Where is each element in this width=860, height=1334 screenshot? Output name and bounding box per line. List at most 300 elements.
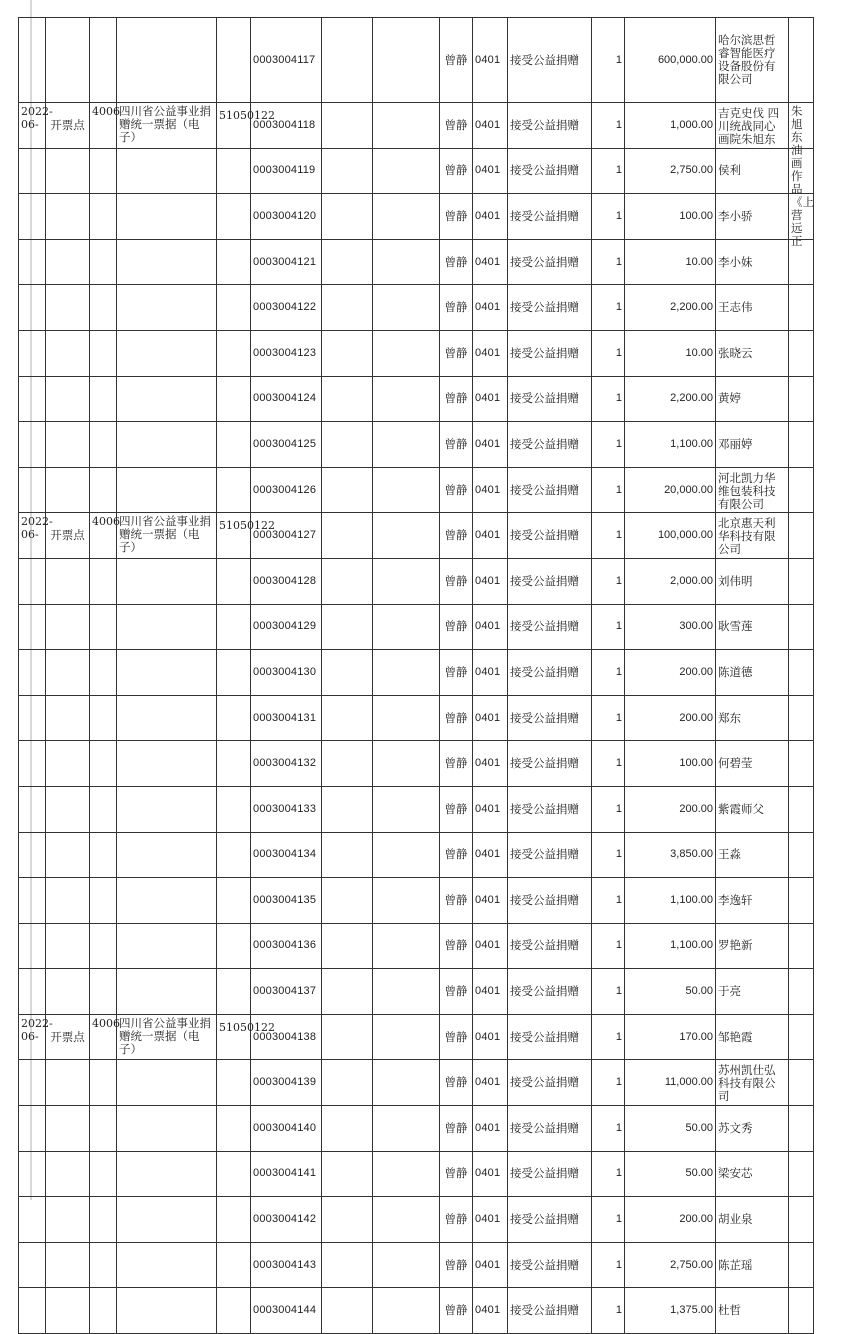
subject-code-cell — [473, 1242, 508, 1288]
quantity-cell-text: 1 — [615, 985, 622, 998]
receipt-number-cell — [251, 1288, 322, 1334]
donor-cell — [716, 923, 789, 969]
type-cell — [46, 558, 90, 604]
date-cell — [19, 18, 46, 103]
bill-name-cell — [117, 604, 217, 650]
blank-cell — [373, 604, 440, 650]
receipt-number-cell — [251, 148, 322, 194]
blank-cell — [322, 558, 373, 604]
region-code-cell — [217, 467, 251, 513]
donor-cell — [716, 1197, 789, 1243]
handler-cell — [440, 1242, 473, 1288]
region-code-cell — [217, 1151, 251, 1197]
subject-cell-text: 接受公益捐赠 — [510, 619, 579, 634]
receipt-number-cell — [251, 878, 322, 924]
handler-cell — [440, 1288, 473, 1334]
region-code-cell — [217, 18, 251, 103]
subject-code-cell — [473, 741, 508, 787]
table-row — [19, 194, 814, 240]
note-cell — [789, 1242, 814, 1288]
donor-cell — [716, 103, 789, 149]
bill-name-cell — [117, 1060, 217, 1106]
amount-cell — [625, 285, 716, 331]
region-code-cell — [217, 1106, 251, 1152]
amount-cell-text: 50.00 — [685, 1167, 713, 1180]
type-cell — [46, 786, 90, 832]
amount-cell — [625, 786, 716, 832]
type-cell — [46, 18, 90, 103]
note-cell — [789, 18, 814, 103]
receipt-number-cell — [251, 1106, 322, 1152]
receipt-number-cell-text: 0003004142 — [253, 1213, 317, 1226]
receipt-number-cell — [251, 650, 322, 696]
table-row — [19, 1106, 814, 1152]
code-cell — [90, 1288, 117, 1334]
bill-name-cell — [117, 18, 217, 103]
date-cell — [19, 422, 46, 468]
subject-code-cell-text: 0401 — [475, 301, 501, 314]
ledger-body — [19, 18, 814, 1334]
subject-code-cell-text: 0401 — [475, 118, 501, 131]
subject-cell-text: 接受公益捐赠 — [510, 345, 579, 360]
date-cell — [19, 741, 46, 787]
handler-cell-text: 曾静 — [444, 528, 468, 543]
note-cell — [789, 1014, 814, 1060]
subject-code-cell — [473, 1288, 508, 1334]
note-cell — [789, 330, 814, 376]
bill-name-cell — [117, 422, 217, 468]
handler-cell — [440, 1197, 473, 1243]
blank-cell — [373, 330, 440, 376]
region-code-cell — [217, 194, 251, 240]
subject-code-cell-text: 0401 — [475, 1076, 501, 1089]
table-row — [19, 969, 814, 1015]
amount-cell — [625, 1151, 716, 1197]
donor-cell — [716, 969, 789, 1015]
amount-cell-text: 50.00 — [685, 1121, 713, 1134]
quantity-cell-text: 1 — [615, 802, 622, 815]
receipt-number-cell-text: 0003004117 — [253, 53, 316, 66]
donor-cell-text: 于亮 — [718, 984, 741, 999]
blank-cell — [322, 513, 373, 559]
subject-code-cell — [473, 18, 508, 103]
code-cell — [90, 923, 117, 969]
blank-cell — [322, 239, 373, 285]
date-cell — [19, 878, 46, 924]
handler-cell-text: 曾静 — [444, 892, 468, 907]
bill-name-cell — [117, 1014, 217, 1060]
blank-cell — [373, 1106, 440, 1152]
receipt-number-cell-text: 0003004126 — [253, 483, 317, 496]
subject-code-cell — [473, 1106, 508, 1152]
note-cell-text: 朱旭东油画作品《上营远正 — [791, 104, 814, 248]
blank-cell — [322, 194, 373, 240]
handler-cell-text: 曾静 — [444, 345, 468, 360]
region-code-cell — [217, 1197, 251, 1243]
code-cell — [90, 239, 117, 285]
donor-cell-text: 吉克史伐 四川统战同心画院朱旭东 — [718, 105, 780, 146]
date-cell — [19, 832, 46, 878]
type-cell — [46, 1106, 90, 1152]
subject-cell — [508, 103, 592, 149]
donor-cell — [716, 422, 789, 468]
quantity-cell-text: 1 — [615, 620, 622, 633]
subject-code-cell — [473, 285, 508, 331]
donor-cell — [716, 1151, 789, 1197]
handler-cell — [440, 1151, 473, 1197]
subject-code-cell — [473, 1197, 508, 1243]
quantity-cell-text: 1 — [615, 346, 622, 359]
handler-cell — [440, 239, 473, 285]
quantity-cell — [592, 1106, 625, 1152]
handler-cell — [440, 558, 473, 604]
blank-cell — [322, 467, 373, 513]
donor-cell — [716, 786, 789, 832]
donor-cell — [716, 18, 789, 103]
amount-cell — [625, 1014, 716, 1060]
type-cell — [46, 285, 90, 331]
region-code-cell — [217, 513, 275, 559]
handler-cell — [440, 148, 473, 194]
amount-cell-text: 2,750.00 — [670, 1258, 713, 1271]
donor-cell — [716, 878, 789, 924]
blank-cell — [322, 604, 373, 650]
subject-code-cell-text: 0401 — [475, 1030, 501, 1043]
subject-cell — [508, 1197, 592, 1243]
blank-cell — [373, 969, 440, 1015]
quantity-cell — [592, 1197, 625, 1243]
type-cell — [46, 148, 90, 194]
subject-code-cell-text: 0401 — [475, 1258, 501, 1271]
blank-cell — [322, 422, 373, 468]
bill-name-cell — [117, 786, 217, 832]
blank-cell — [322, 1288, 373, 1334]
receipt-number-cell — [251, 1242, 322, 1288]
subject-cell-text: 接受公益捐赠 — [510, 482, 579, 497]
subject-code-cell-text: 0401 — [475, 346, 501, 359]
note-cell — [789, 695, 814, 741]
subject-code-cell-text: 0401 — [475, 1167, 501, 1180]
receipt-number-cell-text: 0003004140 — [253, 1121, 317, 1134]
quantity-cell — [592, 376, 625, 422]
receipt-number-cell-text: 0003004135 — [253, 893, 317, 906]
amount-cell-text: 200.00 — [679, 711, 713, 724]
blank-cell — [373, 194, 440, 240]
region-code-cell — [217, 1060, 251, 1106]
receipt-number-cell — [251, 969, 322, 1015]
amount-cell — [625, 513, 716, 559]
code-cell — [90, 467, 117, 513]
amount-cell — [625, 604, 716, 650]
subject-cell-text: 接受公益捐赠 — [510, 938, 579, 953]
amount-cell — [625, 558, 716, 604]
subject-cell — [508, 650, 592, 696]
type-cell-text: 开票点 — [50, 1029, 85, 1044]
blank-cell — [322, 695, 373, 741]
note-cell — [789, 923, 814, 969]
region-code-cell — [217, 1288, 251, 1334]
region-code-cell — [217, 741, 251, 787]
region-code-cell — [217, 558, 251, 604]
subject-cell — [508, 148, 592, 194]
type-cell-text: 开票点 — [50, 528, 85, 543]
handler-cell-text: 曾静 — [444, 1075, 468, 1090]
amount-cell — [625, 330, 716, 376]
subject-code-cell-text: 0401 — [475, 392, 501, 405]
code-cell — [90, 604, 117, 650]
receipt-number-cell-text: 0003004138 — [253, 1030, 317, 1043]
note-cell — [789, 1106, 814, 1152]
amount-cell-text: 1,100.00 — [670, 437, 713, 450]
blank-cell — [373, 1288, 440, 1334]
amount-cell-text: 2,200.00 — [670, 301, 713, 314]
blank-cell — [373, 239, 440, 285]
amount-cell-text: 170.00 — [679, 1030, 713, 1043]
type-cell — [46, 1151, 90, 1197]
subject-cell-text: 接受公益捐赠 — [510, 847, 579, 862]
note-cell — [789, 285, 814, 331]
receipt-number-cell-text: 0003004124 — [253, 392, 317, 405]
quantity-cell-text: 1 — [615, 757, 622, 770]
date-cell — [19, 1151, 46, 1197]
donor-cell-text: 李逸轩 — [718, 892, 753, 907]
amount-cell — [625, 148, 716, 194]
quantity-cell-text: 1 — [615, 164, 622, 177]
subject-code-cell — [473, 695, 508, 741]
donor-cell — [716, 741, 789, 787]
subject-cell — [508, 695, 592, 741]
note-cell — [789, 467, 814, 513]
bill-name-cell — [117, 695, 217, 741]
amount-cell-text: 200.00 — [679, 665, 713, 678]
amount-cell — [625, 103, 716, 149]
donor-cell-text: 李小妹 — [718, 254, 753, 269]
code-cell — [90, 832, 117, 878]
receipt-number-cell — [251, 239, 322, 285]
blank-cell — [373, 422, 440, 468]
note-cell — [789, 969, 814, 1015]
subject-code-cell — [473, 832, 508, 878]
code-cell — [90, 330, 117, 376]
amount-cell-text: 600,000.00 — [657, 53, 713, 66]
subject-code-cell — [473, 1151, 508, 1197]
amount-cell — [625, 1106, 716, 1152]
donor-cell — [716, 513, 789, 559]
type-cell — [46, 923, 90, 969]
handler-cell-text: 曾静 — [444, 938, 468, 953]
amount-cell — [625, 695, 716, 741]
region-code-cell — [217, 1242, 251, 1288]
date-cell — [19, 1106, 46, 1152]
bill-name-cell — [117, 1242, 217, 1288]
subject-cell — [508, 513, 592, 559]
receipt-number-cell-text: 0003004133 — [253, 802, 317, 815]
subject-cell — [508, 194, 592, 240]
code-cell — [90, 741, 117, 787]
receipt-number-cell — [251, 1060, 322, 1106]
subject-cell — [508, 285, 592, 331]
table-row — [19, 239, 814, 285]
quantity-cell — [592, 969, 625, 1015]
amount-cell — [625, 194, 716, 240]
amount-cell — [625, 422, 716, 468]
handler-cell — [440, 650, 473, 696]
table-row — [19, 422, 814, 468]
amount-cell — [625, 1242, 716, 1288]
code-cell-text: 4006 — [92, 105, 120, 118]
quantity-cell — [592, 1242, 625, 1288]
date-cell — [19, 1197, 46, 1243]
handler-cell-text: 曾静 — [444, 52, 468, 67]
subject-code-cell — [473, 467, 508, 513]
receipt-number-cell — [251, 1151, 322, 1197]
date-cell — [19, 194, 46, 240]
subject-code-cell-text: 0401 — [475, 437, 501, 450]
amount-cell — [625, 923, 716, 969]
amount-cell — [625, 239, 716, 285]
donor-cell — [716, 467, 789, 513]
blank-cell — [373, 103, 440, 149]
region-code-cell — [217, 1014, 275, 1060]
type-cell — [46, 969, 90, 1015]
donor-cell-text: 哈尔滨思哲睿智能医疗设备股份有限公司 — [718, 33, 776, 86]
blank-cell — [373, 1242, 440, 1288]
table-row — [19, 650, 814, 696]
receipt-number-cell-text: 0003004137 — [253, 985, 317, 998]
subject-cell — [508, 604, 592, 650]
amount-cell — [625, 832, 716, 878]
date-cell — [19, 1242, 46, 1288]
code-cell — [90, 878, 117, 924]
quantity-cell — [592, 103, 625, 149]
region-code-cell — [217, 650, 251, 696]
type-cell — [46, 695, 90, 741]
receipt-number-cell-text: 0003004130 — [253, 665, 317, 678]
donor-cell-text: 李小骄 — [718, 208, 753, 223]
receipt-number-cell — [251, 285, 322, 331]
date-cell — [19, 969, 46, 1015]
table-row — [19, 786, 814, 832]
handler-cell — [440, 1106, 473, 1152]
table-row — [19, 18, 814, 103]
table-row — [19, 103, 814, 149]
quantity-cell — [592, 695, 625, 741]
receipt-number-cell-text: 0003004141 — [253, 1167, 317, 1180]
bill-name-cell — [117, 650, 217, 696]
receipt-number-cell-text: 0003004119 — [253, 164, 316, 177]
region-code-cell — [217, 832, 251, 878]
amount-cell-text: 200.00 — [679, 802, 713, 815]
bill-name-cell — [117, 1288, 217, 1334]
table-row — [19, 330, 814, 376]
blank-cell — [322, 1014, 373, 1060]
donor-cell-text: 王淼 — [718, 847, 741, 862]
amount-cell — [625, 1060, 716, 1106]
blank-cell — [373, 285, 440, 331]
table-row — [19, 148, 814, 194]
bill-name-cell-text: 四川省公益事业捐赠统一票据（电子） — [119, 514, 211, 555]
quantity-cell-text: 1 — [615, 118, 622, 131]
bill-name-cell — [117, 513, 217, 559]
receipt-number-cell-text: 0003004120 — [253, 209, 317, 222]
handler-cell-text: 曾静 — [444, 573, 468, 588]
quantity-cell-text: 1 — [615, 255, 622, 268]
donor-cell — [716, 194, 789, 240]
blank-cell — [373, 832, 440, 878]
type-cell — [46, 1242, 90, 1288]
note-cell — [789, 1151, 814, 1197]
quantity-cell-text: 1 — [615, 893, 622, 906]
quantity-cell — [592, 604, 625, 650]
subject-cell — [508, 1242, 592, 1288]
amount-cell — [625, 650, 716, 696]
date-cell-text: 2022-06- — [21, 515, 53, 542]
handler-cell — [440, 695, 473, 741]
blank-cell — [322, 103, 373, 149]
handler-cell-text: 曾静 — [444, 801, 468, 816]
donor-cell — [716, 1060, 789, 1106]
subject-code-cell-text: 0401 — [475, 529, 501, 542]
date-cell — [19, 285, 46, 331]
subject-cell — [508, 239, 592, 285]
donor-cell — [716, 330, 789, 376]
quantity-cell-text: 1 — [615, 1258, 622, 1271]
handler-cell — [440, 330, 473, 376]
subject-code-cell-text: 0401 — [475, 665, 501, 678]
quantity-cell-text: 1 — [615, 1167, 622, 1180]
amount-cell — [625, 376, 716, 422]
subject-cell-text: 接受公益捐赠 — [510, 208, 579, 223]
amount-cell — [625, 18, 716, 103]
blank-cell — [322, 330, 373, 376]
handler-cell-text: 曾静 — [444, 1257, 468, 1272]
subject-cell-text: 接受公益捐赠 — [510, 117, 579, 132]
note-cell — [789, 1197, 814, 1243]
bill-name-cell-text: 四川省公益事业捐赠统一票据（电子） — [119, 104, 211, 144]
date-cell — [19, 103, 53, 149]
subject-code-cell-text: 0401 — [475, 164, 501, 177]
receipt-number-cell — [251, 467, 322, 513]
donor-cell — [716, 650, 789, 696]
quantity-cell — [592, 239, 625, 285]
blank-cell — [373, 878, 440, 924]
subject-code-cell-text: 0401 — [475, 985, 501, 998]
subject-code-cell-text: 0401 — [475, 848, 501, 861]
quantity-cell-text: 1 — [615, 1076, 622, 1089]
handler-cell-text: 曾静 — [444, 847, 468, 862]
date-cell — [19, 330, 46, 376]
blank-cell — [373, 513, 440, 559]
table-row — [19, 604, 814, 650]
donor-cell — [716, 376, 789, 422]
type-cell — [46, 194, 90, 240]
bill-name-cell — [117, 148, 217, 194]
table-row — [19, 878, 814, 924]
quantity-cell-text: 1 — [615, 848, 622, 861]
blank-cell — [322, 148, 373, 194]
blank-cell — [322, 376, 373, 422]
amount-cell — [625, 969, 716, 1015]
quantity-cell-text: 1 — [615, 1304, 622, 1317]
subject-code-cell — [473, 1060, 508, 1106]
subject-code-cell — [473, 376, 508, 422]
table-row — [19, 1014, 814, 1060]
date-cell — [19, 558, 46, 604]
donor-cell — [716, 1242, 789, 1288]
bill-name-cell — [117, 923, 217, 969]
bill-name-cell — [117, 467, 217, 513]
handler-cell — [440, 285, 473, 331]
